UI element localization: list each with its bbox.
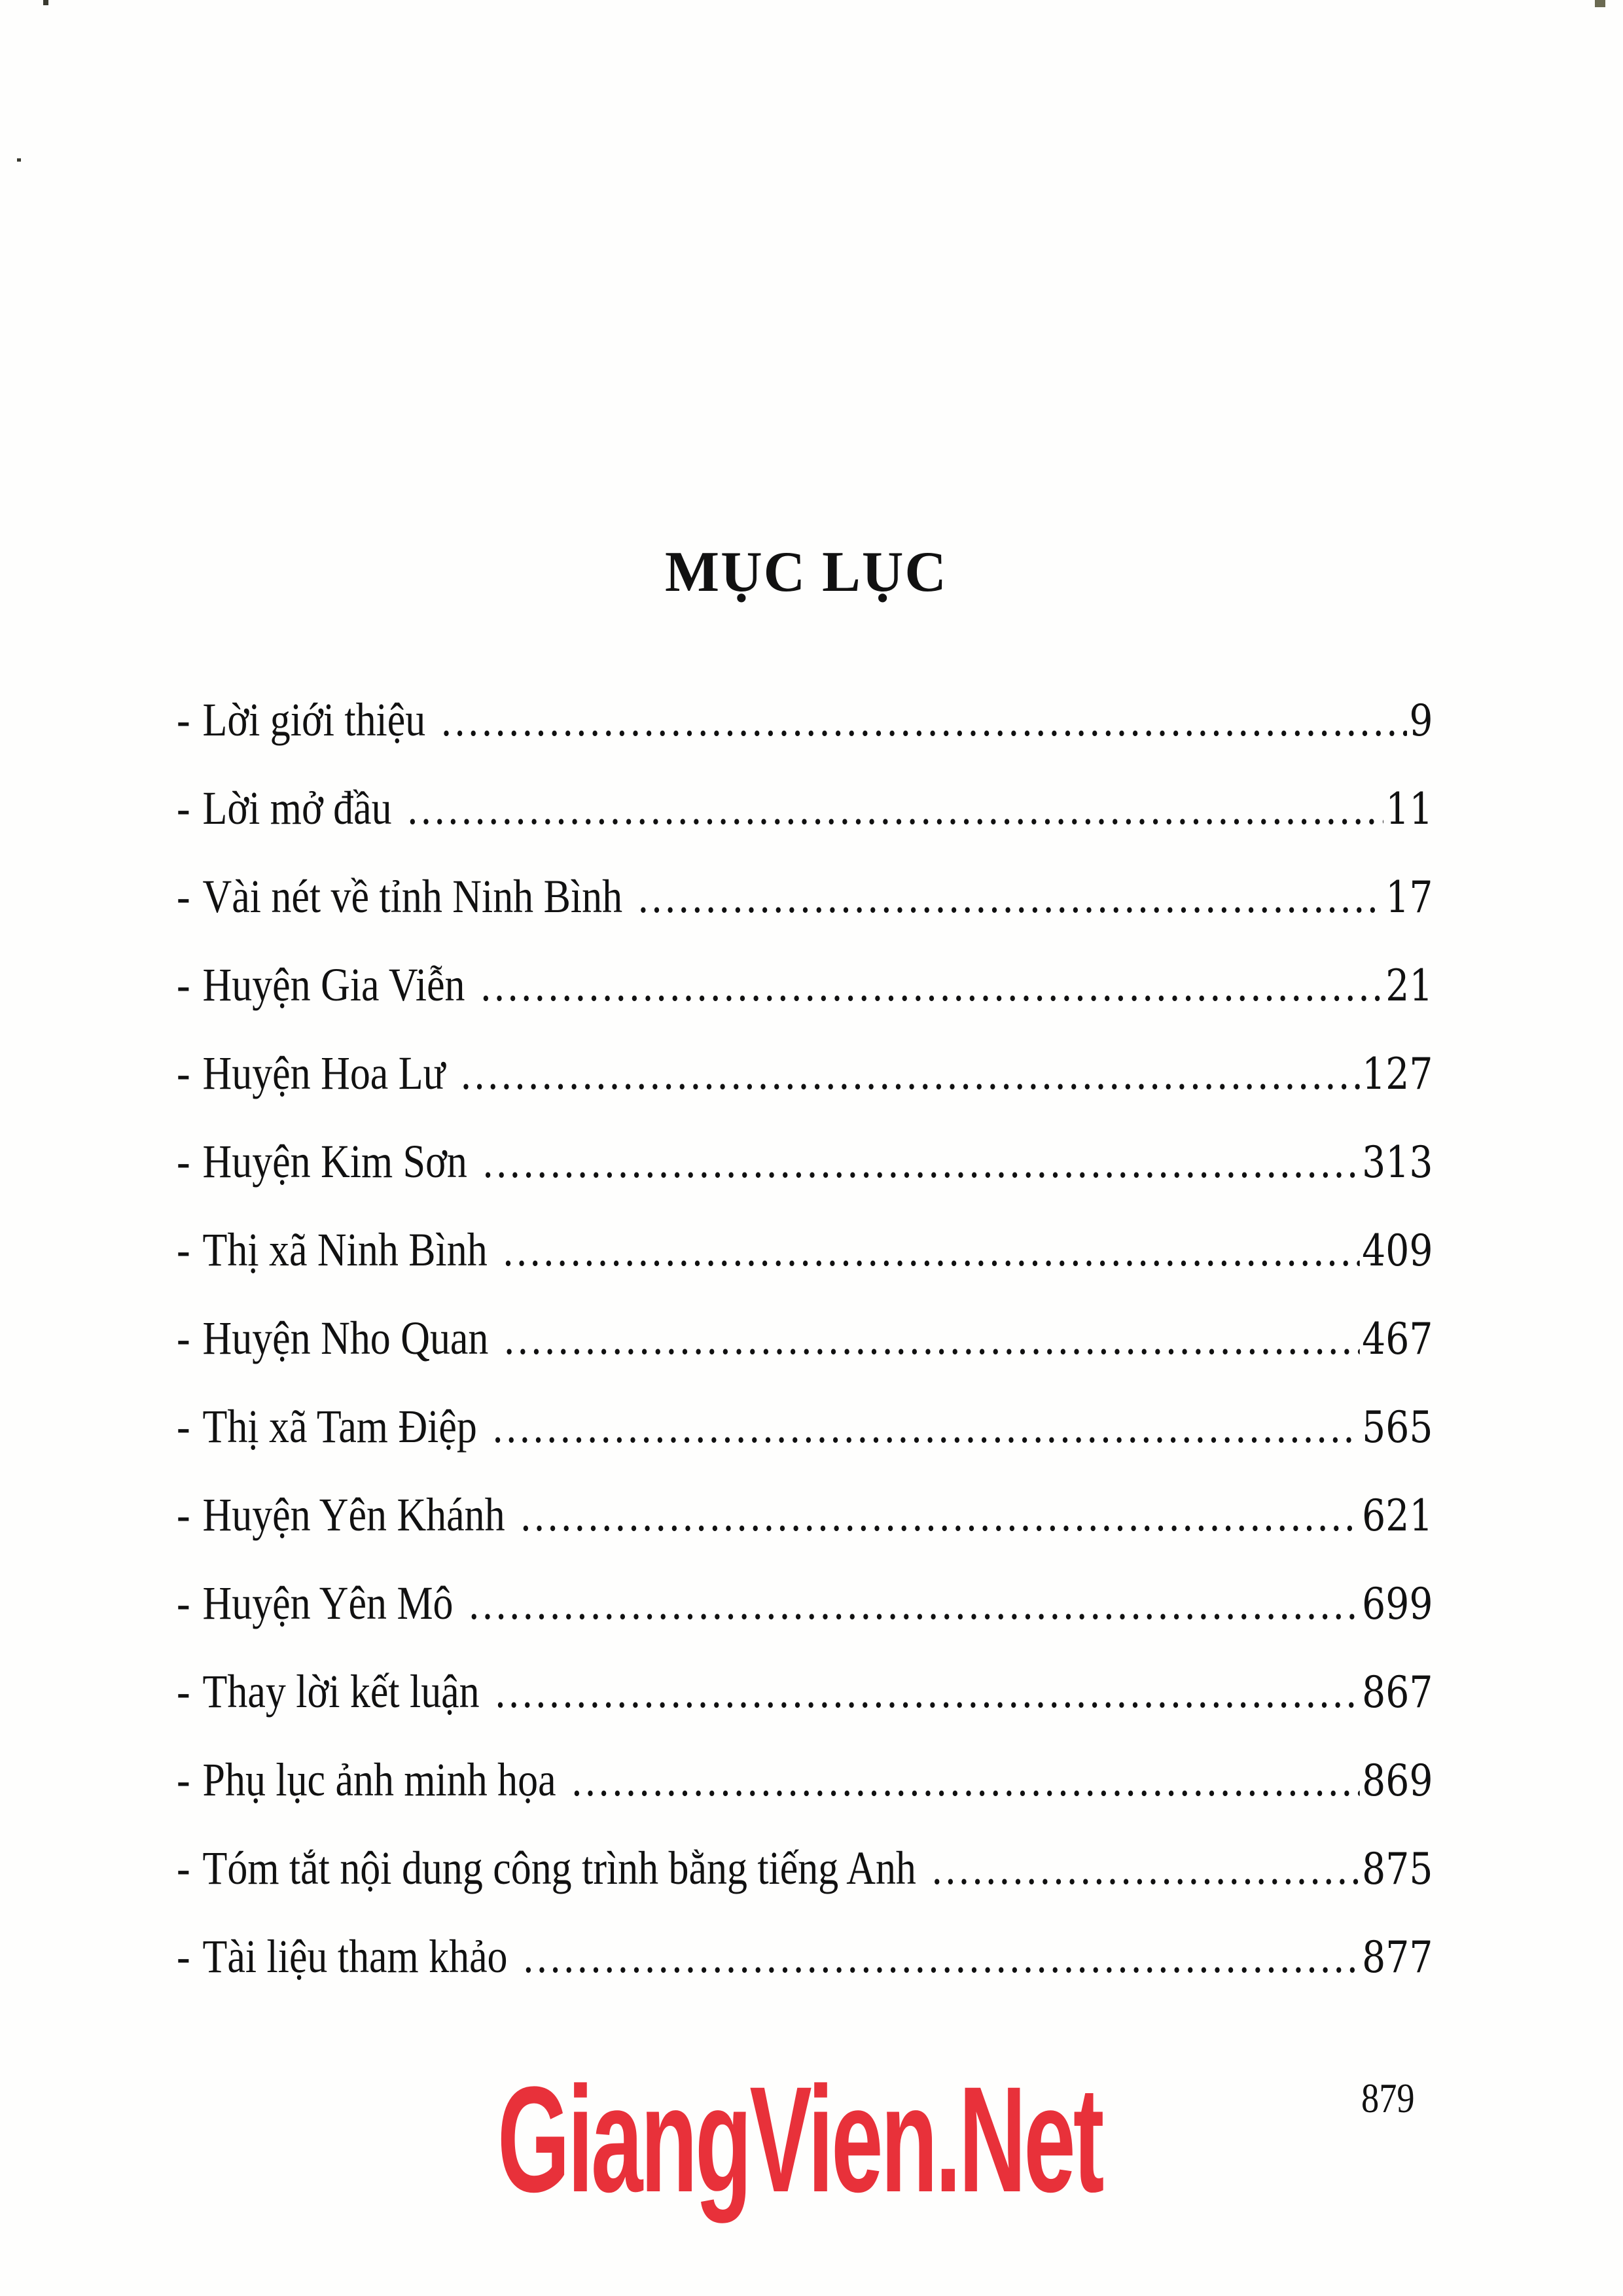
table-of-contents	[177, 687, 1433, 2012]
dot-leader	[408, 775, 1383, 841]
toc-entry-page: 127	[1362, 1049, 1433, 1099]
dot-leader	[521, 1482, 1360, 1547]
toc-entry-page: 17	[1385, 872, 1433, 923]
toc-entry[interactable]	[177, 1835, 1433, 1924]
toc-entry-label: Huyện Kim Sơn	[202, 1135, 467, 1188]
watermark-logo: GiangVien.Net	[497, 2055, 1102, 2223]
dot-leader	[469, 1570, 1360, 1636]
toc-entry[interactable]	[177, 1217, 1433, 1305]
toc-entry-label: Tài liệu tham khảo	[202, 1930, 508, 1983]
page-number: 879	[1361, 2075, 1415, 2121]
toc-entry-label: Huyện Yên Mô	[202, 1577, 454, 1629]
toc-entry-dash: -	[177, 1224, 190, 1276]
toc-entry-page: 867	[1362, 1667, 1433, 1718]
dot-leader	[932, 1835, 1360, 1901]
toc-entry[interactable]	[177, 775, 1433, 864]
toc-entry-label: Huyện Nho Quan	[202, 1312, 489, 1364]
toc-entry[interactable]	[177, 1659, 1433, 1747]
toc-entry-page: 409	[1362, 1226, 1433, 1276]
toc-entry-dash: -	[177, 959, 190, 1011]
toc-entry-dash: -	[177, 1754, 190, 1806]
toc-entry-dash: -	[177, 1400, 190, 1453]
toc-entry-label: Huyện Hoa Lư	[202, 1047, 446, 1099]
toc-entry-label: Thị xã Ninh Bình	[202, 1224, 488, 1276]
toc-entry-page: 565	[1362, 1402, 1433, 1453]
toc-entry[interactable]	[177, 864, 1433, 952]
toc-entry-page: 21	[1385, 961, 1433, 1011]
toc-entry-label: Lời giới thiệu	[202, 694, 426, 746]
toc-entry-dash: -	[177, 870, 190, 923]
dot-leader	[483, 1129, 1360, 1194]
toc-entry-dash: -	[177, 1489, 190, 1541]
toc-entry[interactable]	[177, 687, 1433, 775]
toc-entry[interactable]	[177, 952, 1433, 1040]
toc-entry-page: 699	[1362, 1579, 1433, 1629]
toc-entry-page: 11	[1385, 784, 1433, 834]
toc-entry[interactable]	[177, 1129, 1433, 1217]
toc-entry-dash: -	[177, 782, 190, 834]
toc-entry-label: Tóm tắt nội dung công trình bằng tiếng Anh	[202, 1842, 916, 1894]
toc-entry-page: 621	[1362, 1491, 1433, 1541]
scan-speck	[17, 158, 21, 162]
toc-entry[interactable]	[177, 1305, 1433, 1394]
toc-entry-dash: -	[177, 1047, 190, 1099]
toc-entry-page: 875	[1362, 1844, 1433, 1894]
toc-entry[interactable]	[177, 1394, 1433, 1482]
dot-leader	[638, 864, 1383, 929]
toc-entry-label: Thị xã Tam Điệp	[202, 1400, 477, 1453]
toc-entry-label: Huyện Gia Viễn	[202, 959, 465, 1011]
toc-entry-dash: -	[177, 1577, 190, 1629]
toc-entry[interactable]	[177, 1040, 1433, 1129]
toc-entry-label: Phụ lục ảnh minh họa	[202, 1754, 556, 1806]
page-title: MỤC LỤC	[665, 540, 948, 604]
scan-speck	[43, 0, 48, 5]
toc-entry-dash: -	[177, 1842, 190, 1894]
dot-leader	[481, 952, 1383, 1017]
toc-entry[interactable]	[177, 1747, 1433, 1835]
dot-leader	[441, 687, 1407, 752]
toc-entry-page: 313	[1362, 1137, 1433, 1188]
toc-entry-dash: -	[177, 1135, 190, 1188]
toc-entry-page: 9	[1409, 696, 1433, 746]
toc-entry-dash: -	[177, 694, 190, 746]
dot-leader	[503, 1217, 1360, 1282]
dot-leader	[504, 1305, 1359, 1371]
toc-entry[interactable]	[177, 1482, 1433, 1570]
toc-entry-dash: -	[177, 1312, 190, 1364]
toc-entry-dash: -	[177, 1665, 190, 1718]
scan-speck	[1595, 0, 1605, 7]
dot-leader	[524, 1924, 1360, 1989]
toc-entry-page: 869	[1362, 1756, 1433, 1806]
dot-leader	[572, 1747, 1360, 1812]
toc-entry-page: 877	[1362, 1932, 1433, 1983]
dot-leader	[495, 1659, 1360, 1724]
toc-entry[interactable]	[177, 1924, 1433, 2012]
dot-leader	[493, 1394, 1360, 1459]
toc-entry-label: Lời mở đầu	[202, 782, 392, 834]
dot-leader	[461, 1040, 1360, 1106]
toc-entry-label: Thay lời kết luận	[202, 1665, 480, 1718]
toc-entry-page: 467	[1362, 1314, 1433, 1364]
toc-entry-label: Vài nét về tỉnh Ninh Bình	[202, 870, 623, 923]
toc-entry[interactable]	[177, 1570, 1433, 1659]
toc-entry-dash: -	[177, 1930, 190, 1983]
toc-entry-label: Huyện Yên Khánh	[202, 1489, 505, 1541]
